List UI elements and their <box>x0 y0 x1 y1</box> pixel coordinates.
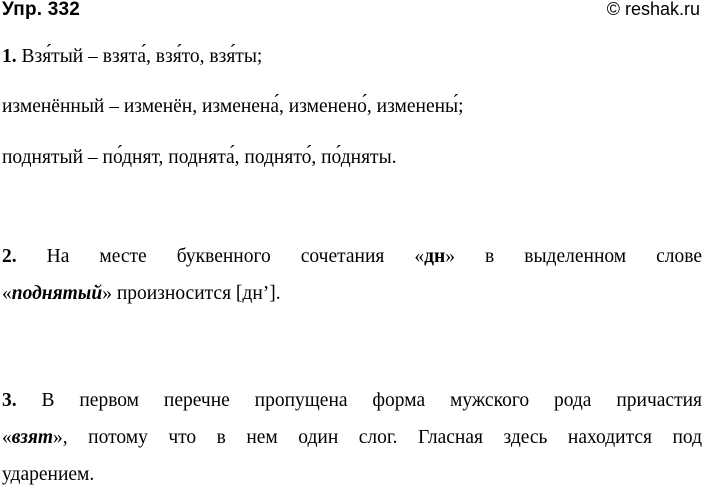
item1-line1 <box>2 46 262 68</box>
item2-text-b: » в выделенном слове <box>445 246 703 267</box>
item2-line2 <box>2 283 281 305</box>
item1-line1-text: Взя́тый – взята́, взя́то, взя́ты; <box>21 46 263 67</box>
item2-text-c: » произносится [дн’]. <box>102 283 281 304</box>
item1-number: 1. <box>2 46 17 67</box>
item2-word: поднятый <box>11 283 103 304</box>
item2-line1 <box>2 246 702 268</box>
item3-line1 <box>2 390 702 412</box>
exercise-title: Упр. 332 <box>2 0 81 20</box>
item3-line2 <box>2 427 702 449</box>
item2-quote-open: « <box>2 283 12 304</box>
watermark: © reshak.ru <box>606 0 700 19</box>
item2-text-a: На месте буквенного сочетания « <box>46 246 425 267</box>
item2-highlight-dn: дн <box>424 246 446 267</box>
item3-quote-open: « <box>2 427 12 448</box>
page-header <box>0 0 706 28</box>
item3-line3: ударением. <box>2 464 95 485</box>
item3-number: 3. <box>2 390 17 411</box>
item3-text-a: В первом перечне пропущена форма мужского рода причастия <box>41 390 702 411</box>
item3-word: взят <box>11 427 54 448</box>
item1-line3: поднятый – по́днят, поднята́, поднято́, по́дняты. <box>2 147 397 168</box>
item2-number: 2. <box>2 246 17 267</box>
item3-text-b: », потому что в нем один слог. Гласная здесь находится под <box>53 427 702 448</box>
item1-line2: изменённый – изменён, изменена́, изменено́, изменены́; <box>2 96 464 117</box>
